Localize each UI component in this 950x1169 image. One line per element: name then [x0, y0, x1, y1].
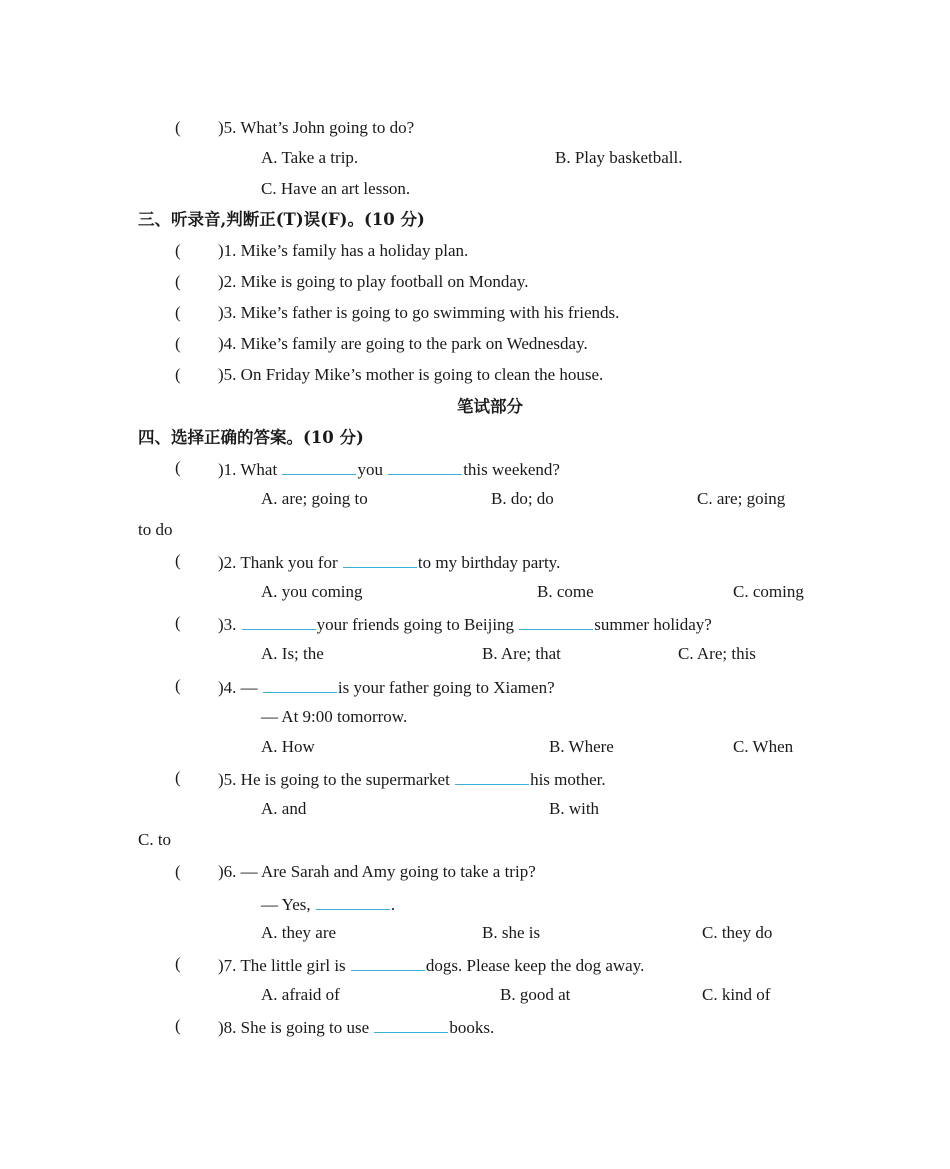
- option-c: C. When: [733, 737, 794, 756]
- question-text: )3. your friends going to Beijing summer holiday?: [218, 615, 712, 634]
- option-b: B. Where: [549, 737, 614, 756]
- paren[interactable]: (: [175, 334, 181, 353]
- option-a: A. afraid of: [261, 985, 340, 1004]
- paren[interactable]: (: [175, 303, 181, 322]
- option-c: C. kind of: [702, 985, 771, 1004]
- paren[interactable]: (: [175, 862, 181, 881]
- question-text: )6. — Are Sarah and Amy going to take a trip?: [218, 862, 536, 881]
- paren[interactable]: (: [175, 613, 181, 632]
- paren[interactable]: (: [175, 458, 181, 477]
- reply-text: — At 9:00 tomorrow.: [261, 707, 408, 726]
- option-b: B. Are; that: [482, 644, 561, 663]
- answer-blank[interactable]: [242, 613, 316, 630]
- question-text: )1. What you this weekend?: [218, 460, 560, 479]
- answer-blank[interactable]: [374, 1016, 448, 1033]
- option-c: C. Are; this: [678, 644, 756, 663]
- option-c: C. Have an art lesson.: [261, 179, 411, 198]
- answer-blank[interactable]: [351, 954, 425, 971]
- written-part-title: 笔试部分: [457, 397, 523, 416]
- statement: )5. On Friday Mike’s mother is going to clean the house.: [218, 365, 604, 384]
- option-c: C. are; going: [697, 489, 786, 508]
- question-text: )2. Thank you for to my birthday party.: [218, 553, 561, 572]
- paren[interactable]: (: [175, 954, 181, 973]
- option-c-wrap: to do: [138, 520, 173, 539]
- option-a: A. you coming: [261, 582, 363, 601]
- paren[interactable]: (: [175, 272, 181, 291]
- option-c: C. to: [138, 830, 172, 849]
- question-text: )4. — is your father going to Xiamen?: [218, 678, 555, 697]
- paren[interactable]: (: [175, 241, 181, 260]
- option-b: B. she is: [482, 923, 541, 942]
- answer-blank[interactable]: [263, 676, 337, 693]
- option-c: C. coming: [733, 582, 804, 601]
- option-b: B. do; do: [491, 489, 554, 508]
- section-heading-listening: 三、听录音,判断正(T)误(F)。(10 分): [138, 210, 425, 229]
- paren[interactable]: (: [175, 551, 181, 570]
- answer-blank[interactable]: [316, 893, 390, 910]
- option-b: B. with: [549, 799, 600, 818]
- paren[interactable]: (: [175, 768, 181, 787]
- answer-blank[interactable]: [343, 551, 417, 568]
- paren[interactable]: (: [175, 676, 181, 695]
- option-c: C. they do: [702, 923, 773, 942]
- question-text: )7. The little girl is dogs. Please keep the dog away.: [218, 956, 645, 975]
- statement: )1. Mike’s family has a holiday plan.: [218, 241, 469, 260]
- question-text: )5. What’s John going to do?: [218, 118, 415, 137]
- answer-blank[interactable]: [519, 613, 593, 630]
- statement: )2. Mike is going to play football on Monday.: [218, 272, 529, 291]
- option-a: A. Take a trip.: [261, 148, 359, 167]
- option-a: A. they are: [261, 923, 337, 942]
- paren[interactable]: (: [175, 118, 181, 137]
- question-text: )8. She is going to use books.: [218, 1018, 495, 1037]
- option-a: A. Is; the: [261, 644, 324, 663]
- section-heading-choice: 四、选择正确的答案。(10 分): [138, 428, 364, 447]
- question-text: )5. He is going to the supermarket his mother.: [218, 770, 606, 789]
- answer-blank[interactable]: [455, 768, 529, 785]
- statement: )3. Mike’s father is going to go swimming with his friends.: [218, 303, 620, 322]
- option-a: A. and: [261, 799, 307, 818]
- paren[interactable]: (: [175, 365, 181, 384]
- answer-blank[interactable]: [282, 458, 356, 475]
- option-b: B. good at: [500, 985, 571, 1004]
- option-b: B. come: [537, 582, 594, 601]
- reply-text: — Yes, .: [261, 895, 396, 914]
- option-b: B. Play basketball.: [555, 148, 683, 167]
- option-a: A. are; going to: [261, 489, 368, 508]
- answer-blank[interactable]: [388, 458, 462, 475]
- paren[interactable]: (: [175, 1016, 181, 1035]
- option-a: A. How: [261, 737, 315, 756]
- statement: )4. Mike’s family are going to the park on Wednesday.: [218, 334, 588, 353]
